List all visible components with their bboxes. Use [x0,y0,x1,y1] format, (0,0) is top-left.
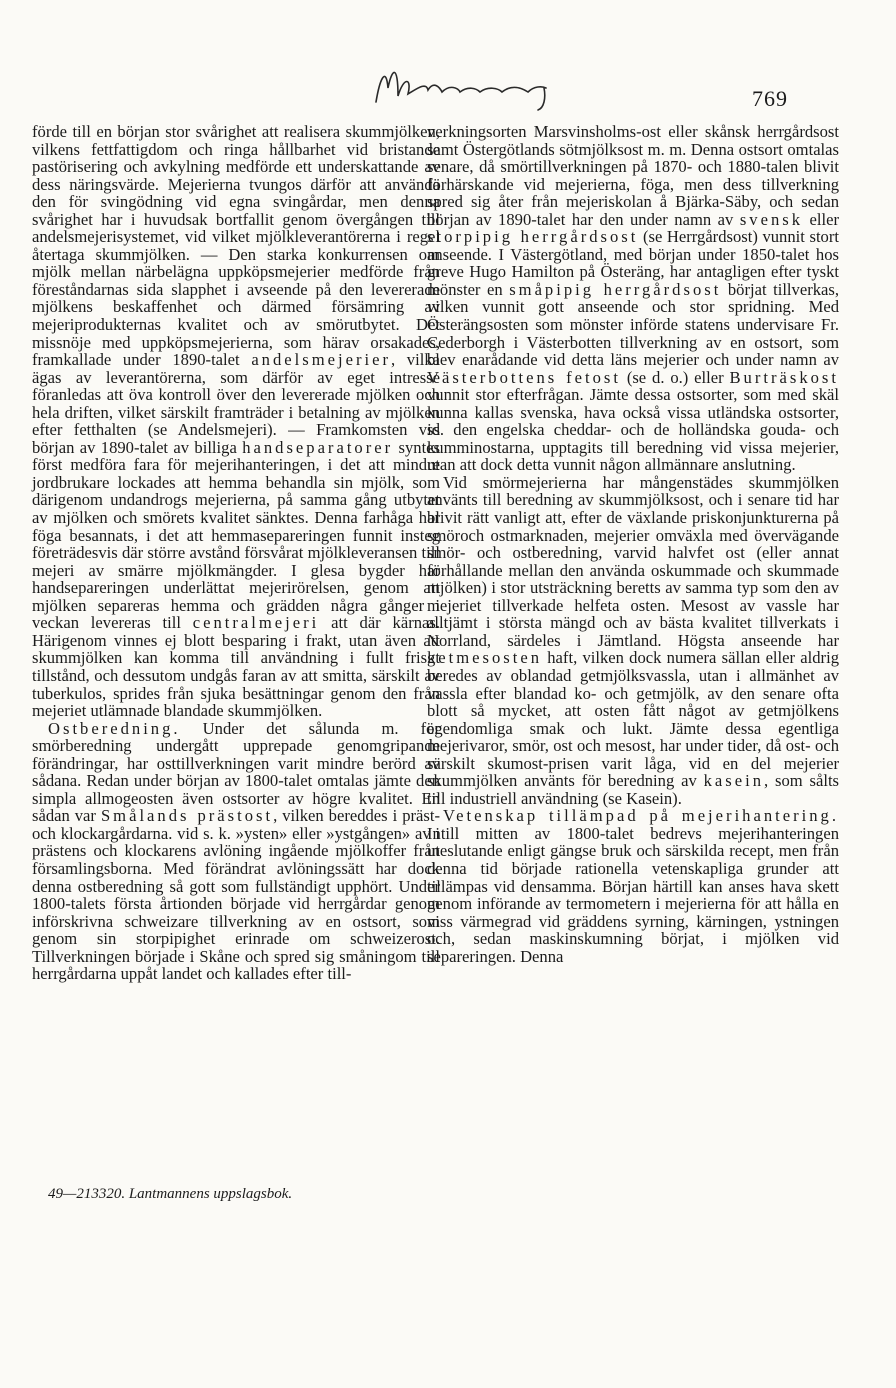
paragraph: Vetenskap tillämpad på mejerihantering. Intill mitten av 1800-talet bedrevs mejerihanteringen uteslutande enligt gängse bruk och särskilda recept, men från denna tid började rationella vetenskapliga grunder att tillämpas vid densamma. Början härtill kan anses hava skett genom införande av termometern i mejerierna för att hålla en viss värmegrad vid gräddens syrning, kärningen, ystningen och, sedan maskinskumning börjat, i mjölken vid separeringen. Denna [427,806,839,966]
paragraph: förde till en början stor svårighet att realisera skummjölken, vilkens fettfattigdom och ringa hållbarhet vid bristande pastörisering och avkylning medförde ett underskattande av dess näringsvärde. Mejerierna tvungos därför att använda den för svingödning vid egna svingårdar, men denna svårighet har i huvudsak bortfallit genom övergången till andelsmejerisystemet, vid vilket mjölkleverantörerna i regel återtaga skummjölken. — Den starka konkurrensen om mjölk mellan närbelägna uppköpsmejerier medförde från föreståndarnas sida slapphet i avseende på den levererade mjölkens beskaffenhet och därmed försämring av mejeriprodukternas kvalitet och av smörutbytet. Det missnöje med uppköpsmejerierna, som härav orsakades, framkallade under 1890-talet andelsmejerier, vilka ägas av leverantörerna, som därför av eget intresse föranledas att öva kontroll över den levererade mjölken och hela driften, vilket särskilt framträder i betalning av mjölken efter fetthalten (se Andelsmejeri). — Framkomsten vid början av 1890-talet av billiga handseparatorer syntes först medföra fara för mejerihanteringen, i det att mindre jordbrukare lockades att hemma behandla sin mjölk, som därigenom undandrogs mejerierna, på samma gång utbytet av mjölken och smörets kvalitet sänktes. Denna farhåga har föga besannats, i det att hemmasepareringen funnit insteg företrädesvis där större avstånd försvårat mjölkleveransen till mejeri av smärre mjölkmängder. I glesa bygder har handsepareringen underlättat mejerirörelsen, genom att mjölken separeras hemma och grädden några gånger i veckan levereras till centralmejeri att där kärnas. Härigenom vinnes ej blott besparing i frakt, utan även att skummjölken kan komma till användning i fullt friskt tillstånd, och dessutom undgås faran av att smitta, särskilt av tuberkulos, sprides från sjuka besättningar genom den från mejeriet utlämnade blandade skummjölken. [32,122,440,721]
handwritten-text: Mejerihantering [368,58,377,59]
handwritten-annotation [368,58,558,116]
paragraph: Vid smörmejerierna har mångenstädes skummjölken använts till beredning av skummjölksost, och i senare tid har blivit rätt vanligt att, efter de växlande priskonjunkturerna på smöroch ostmarknaden, mejerier omväxla med övervägande smör- och ostberedning, varvid halvfet ost (eller annat förhållande mellan den använda oskummade och skummade mjölken) i stor utsträckning beretts av samma typ som den av mejeriet tillverkade helfeta osten. Mesost av vassle har alltjämt i största mängd och av bästa kvalitet tillverkats i Norrland, särdeles i Jämtland. Högsta anseende har getmesosten haft, vilken dock numera sällan eller aldrig beredes av oblandad getmjölksvassla, utan i allmänhet av vassla efter blandad ko- och getmjölk, av den senare ofta blott så mycket, att osten fått något av getmjölkens egendomliga smak och lukt. Jämte dessa egentliga mejerivaror, smör, ost och mesost, har under tider, då ost- och särskilt skumost-prisen varit låga, vid en del mejerier skummjölken använts för beredning av kasein, som sålts till industriell användning (se Kasein). [427,472,840,808]
paragraph: verkningsorten Marsvinsholms-ost eller skånsk herrgårdsost samt Östergötlands sötmjölksost m. m. Denna ostsort omtalas senare, då smörtillverkningen på 1870- och 1880-talen blivit förhärskande vid mejerierna, föga, men dess tillverkning spred sig åter från mejeriskolan å Bjärka-Säby, och sedan början av 1890-talet har den under namn av svensk eller storpipig herrgårdsost (se Herrgårdsost) vunnit stort anseende. I Västergötland, med början under 1850-talet hos greve Hugo Hamilton på Österäng, har antagligen efter tyskt mönster en småpipig herrgårdsost börjat tillverkas, vilken vunnit gott anseende och stor spridning. Med Österängsosten som mönster införde statens undervisare Fr. Cederborgh i Västerbotten tillverkning av en ostsort, som blev enarådande vid detta läns mejerier och under namn av Västerbottens fetost (se d. o.) eller Burträskost vunnit stor efterfrågan. Jämte dessa ostsorter, som med skäl kunna kallas svenska, hava också vissa utländska ostsorter, ss. den engelska cheddar- och de holländska gouda- och kumminostarna, upptagits till beredning vid vissa mejerier, utan att dock detta vunnit någon allmännare anslutning. [427,122,839,475]
footer-signature: 49—213320. Lantmannens uppslagsbok. [48,1186,293,1202]
page-number: 769 [752,86,788,111]
right-column [427,123,839,965]
paragraph: Ostberedning. Under det sålunda m. för smörberedning undergått upprepade genomgripande förändringar, har osttillverkningen varit mindre berörd av sådana. Redan under början av 1800-talet omtalas jämte den simpla allmogeosten även ostsorter av högre kvalitet. En sådan var Smålands prästost, vilken bereddes i präst- och klockargårdarna. vid s. k. »ysten» eller »ystgången» av i prästens och klockarens avlöning ingående mjölkoffer från församlingsborna. Med förändrat avlöningssätt har dock denna ostberedning så gott som fullständigt upphört. Under 1800-talets första årtionden började vid herrgårdar genom införskrivna schweizare tillverkning av en ostsort, som genom sin storpipighet erinrade om schweizerost. Tillverkningen började i Skåne och spred sig småningom till herrgårdarna uppåt landet och kallades efter till- [32,718,440,984]
left-column [32,123,440,983]
